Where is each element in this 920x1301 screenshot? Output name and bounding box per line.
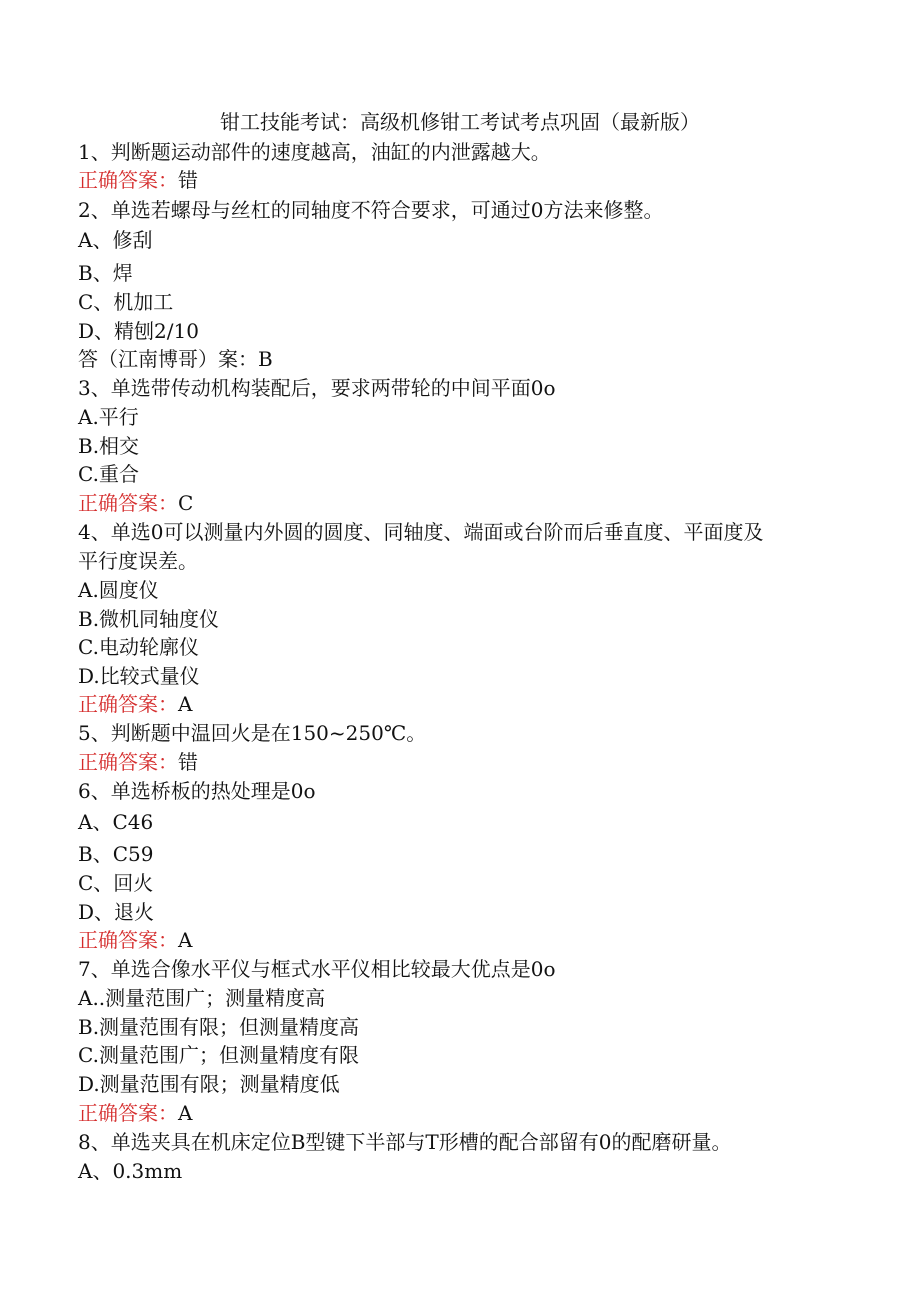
- answer-line: [78, 748, 858, 776]
- option-line: C.重合: [78, 462, 139, 486]
- option-line: D、退火: [78, 900, 155, 924]
- question-line: 3、单选带传动机构装配后，要求两带轮的中间平面0o: [78, 376, 556, 400]
- answer-value: A: [178, 692, 193, 716]
- question-line: 4、单选0可以测量内外圆的圆度、同轴度、端面或台阶而后垂直度、平面度及: [78, 520, 764, 544]
- question-line: 8、单选夹具在机床定位B型键下半部与T形槽的配合部留有0的配磨研量。: [78, 1130, 732, 1154]
- option-line: A、修刮: [78, 228, 153, 252]
- question-line: 1、判断题运动部件的速度越高，油缸的内泄露越大。: [78, 140, 551, 164]
- answer-line: [78, 690, 858, 718]
- question-line: 2、单选若螺母与丝杠的同轴度不符合要求，可通过0方法来修整。: [78, 198, 664, 222]
- option-line: A.圆度仪: [78, 578, 159, 602]
- answer-value: A: [178, 1101, 193, 1125]
- question-line: 平行度误差。: [78, 549, 198, 573]
- option-line: B、焊: [78, 261, 133, 285]
- answer-label: 正确答案：: [78, 750, 178, 774]
- option-line: C.电动轮廓仪: [78, 635, 199, 659]
- text-line: 答（江南博哥）案：B: [78, 347, 273, 371]
- answer-label: 正确答案：: [78, 928, 178, 952]
- document-title: 钳工技能考试：高级机修钳工考试考点巩固（最新版）: [220, 110, 700, 134]
- question-line: 7、单选合像水平仪与框式水平仪相比较最大优点是0o: [78, 957, 556, 981]
- option-line: D、精刨2/10: [78, 319, 199, 343]
- option-line: C.测量范围广；但测量精度有限: [78, 1043, 359, 1067]
- answer-value: 错: [178, 168, 198, 192]
- option-line: A..测量范围广；测量精度高: [78, 986, 326, 1010]
- option-line: C、回火: [78, 871, 154, 895]
- answer-line: [78, 166, 858, 194]
- answer-label: 正确答案：: [78, 491, 178, 515]
- option-line: B.微机同轴度仪: [78, 607, 220, 631]
- answer-line: [78, 1099, 858, 1127]
- answer-label: 正确答案：: [78, 168, 178, 192]
- option-line: D.比较式量仪: [78, 664, 200, 688]
- option-line: C、机加工: [78, 290, 174, 314]
- option-line: D.测量范围有限；测量精度低: [78, 1072, 340, 1096]
- answer-label: 正确答案：: [78, 692, 178, 716]
- option-line: A、C46: [78, 810, 154, 834]
- answer-line: [78, 489, 858, 517]
- option-line: B、C59: [78, 842, 154, 866]
- question-line: 5、判断题中温回火是在150~250℃。: [78, 721, 427, 745]
- answer-value: C: [178, 491, 194, 515]
- answer-line: [78, 926, 858, 954]
- option-line: A、0.3mm: [78, 1159, 183, 1183]
- answer-label: 正确答案：: [78, 1101, 178, 1125]
- question-line: 6、单选桥板的热处理是0o: [78, 779, 316, 803]
- answer-value: 错: [178, 750, 198, 774]
- option-line: B.相交: [78, 434, 140, 458]
- answer-value: A: [178, 928, 193, 952]
- option-line: B.测量范围有限；但测量精度高: [78, 1015, 360, 1039]
- option-line: A.平行: [78, 405, 139, 429]
